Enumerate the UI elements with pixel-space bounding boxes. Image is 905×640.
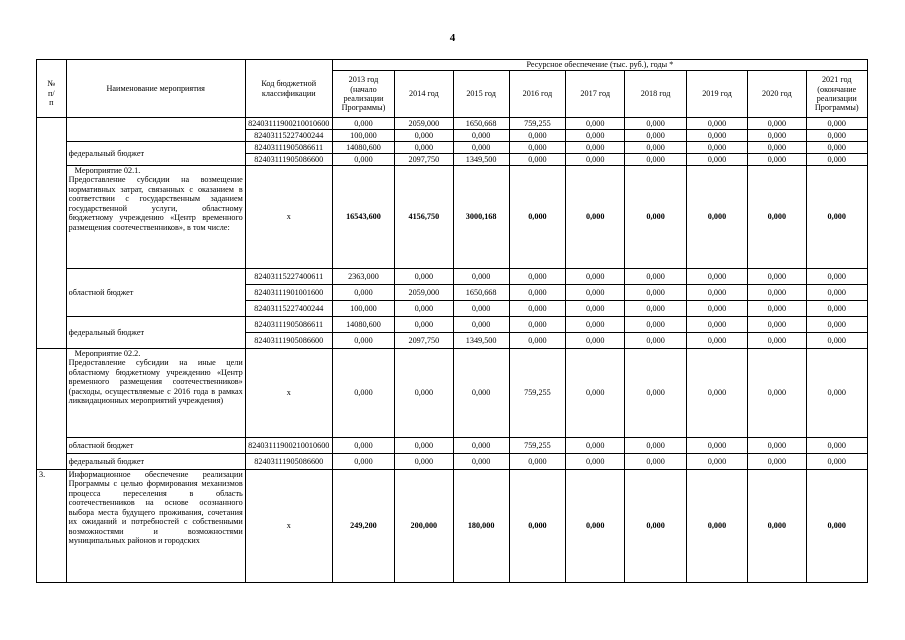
header-year: 2017 год xyxy=(566,71,625,118)
value-cell: 0,000 xyxy=(625,269,686,285)
value-cell: 0,000 xyxy=(566,470,625,583)
value-cell: 0,000 xyxy=(509,142,565,154)
budget-label-federal: федеральный бюджет xyxy=(66,454,245,470)
header-year: 2014 год xyxy=(395,71,453,118)
value-cell: 0,000 xyxy=(566,285,625,301)
budget-label-federal: федеральный бюджет xyxy=(66,317,245,349)
header-row xyxy=(37,60,868,71)
value-cell: 0,000 xyxy=(748,285,806,301)
value-cell: 0,000 xyxy=(748,166,806,269)
value-cell: 0,000 xyxy=(748,118,806,130)
value-cell: 0,000 xyxy=(748,349,806,438)
value-cell: 0,000 xyxy=(566,118,625,130)
value-cell: 180,000 xyxy=(453,470,509,583)
table-row xyxy=(37,142,868,154)
code-cell: 82403115227400611 xyxy=(245,269,332,285)
value-cell: 0,000 xyxy=(625,154,686,166)
value-cell: 0,000 xyxy=(686,454,747,470)
value-cell: 0,000 xyxy=(748,142,806,154)
measure-description xyxy=(66,349,245,438)
value-cell: 249,200 xyxy=(332,470,394,583)
value-cell: 0,000 xyxy=(625,470,686,583)
value-cell: 0,000 xyxy=(806,285,867,301)
value-cell: 0,000 xyxy=(509,285,565,301)
value-cell: 0,000 xyxy=(332,154,394,166)
value-cell: 0,000 xyxy=(686,269,747,285)
value-cell: 0,000 xyxy=(806,118,867,130)
value-cell: 759,255 xyxy=(509,118,565,130)
value-cell: 0,000 xyxy=(806,454,867,470)
budget-label-federal: федеральный бюджет xyxy=(66,142,245,166)
value-cell: 0,000 xyxy=(625,130,686,142)
value-cell: 0,000 xyxy=(686,130,747,142)
value-cell: 0,000 xyxy=(686,285,747,301)
header-year: 2020 год xyxy=(748,71,806,118)
value-cell: 1349,500 xyxy=(453,154,509,166)
value-cell: 0,000 xyxy=(748,454,806,470)
header-year: 2013 год (начало реализации Программы) xyxy=(332,71,394,118)
budget-label-regional: областной бюджет xyxy=(66,438,245,454)
value-cell: 0,000 xyxy=(509,301,565,317)
value-cell: 0,000 xyxy=(806,301,867,317)
value-cell: 0,000 xyxy=(748,130,806,142)
measure-text: Предоставление субсидии на возмещение нормативных затрат, связанных с оказанием в соответствии с государственным заданием государственной услуги, областному бюджетному учреждению «Центр временного размещения соотечественников», в том числе: xyxy=(68,175,243,232)
value-cell: 0,000 xyxy=(806,317,867,333)
code-cell: 82403115227400244 xyxy=(245,130,332,142)
value-cell: 0,000 xyxy=(625,454,686,470)
value-cell: 0,000 xyxy=(509,130,565,142)
value-cell: 0,000 xyxy=(453,130,509,142)
value-cell: 0,000 xyxy=(625,142,686,154)
table-row xyxy=(37,269,868,285)
value-cell: 0,000 xyxy=(806,349,867,438)
header-code: Код бюджетной классификации xyxy=(245,60,332,118)
value-cell: 0,000 xyxy=(806,142,867,154)
page-number: 4 xyxy=(449,32,456,44)
value-cell: 0,000 xyxy=(625,118,686,130)
value-cell: 0,000 xyxy=(509,333,565,349)
value-cell: 0,000 xyxy=(748,470,806,583)
header-year: 2015 год xyxy=(453,71,509,118)
value-cell: 0,000 xyxy=(395,142,453,154)
value-cell: 0,000 xyxy=(566,130,625,142)
value-cell: 0,000 xyxy=(509,269,565,285)
value-cell: 759,255 xyxy=(509,349,565,438)
measure-row xyxy=(37,166,868,269)
value-cell: 0,000 xyxy=(395,317,453,333)
value-cell: 0,000 xyxy=(332,118,394,130)
value-cell: 2097,750 xyxy=(395,333,453,349)
value-cell: 0,000 xyxy=(748,333,806,349)
value-cell: 0,000 xyxy=(566,269,625,285)
value-cell: 4156,750 xyxy=(395,166,453,269)
value-cell: 0,000 xyxy=(806,154,867,166)
value-cell: 0,000 xyxy=(566,301,625,317)
value-cell: 0,000 xyxy=(686,154,747,166)
code-cell: 82403111900210010600 xyxy=(245,438,332,454)
value-cell: 0,000 xyxy=(625,333,686,349)
header-year: 2018 год xyxy=(625,71,686,118)
value-cell: 1650,668 xyxy=(453,285,509,301)
value-cell: 0,000 xyxy=(806,130,867,142)
table-body xyxy=(37,60,868,583)
value-cell: 0,000 xyxy=(453,269,509,285)
value-cell: 14080,600 xyxy=(332,317,394,333)
name-cell xyxy=(66,118,245,142)
value-cell: 0,000 xyxy=(509,470,565,583)
value-cell: 0,000 xyxy=(748,269,806,285)
item-row xyxy=(37,470,868,583)
value-cell: 0,000 xyxy=(395,301,453,317)
value-cell: 759,255 xyxy=(509,438,565,454)
table-row xyxy=(37,454,868,470)
header-resources: Ресурсное обеспечение (тыс. руб.), годы * xyxy=(332,60,867,71)
value-cell: 2097,750 xyxy=(395,154,453,166)
item-description: Информационное обеспечение реализации Программы с целью формирования механизмов процесса переселения в область соотечественников на основе осознанного выбора места будущего проживания, сочетания их ожиданий и потребностей с собственными возможностями и возможностями муниципальных районов и городских xyxy=(66,470,245,583)
code-cell: 82403115227400244 xyxy=(245,301,332,317)
number-cell xyxy=(37,349,67,470)
value-cell: 0,000 xyxy=(566,333,625,349)
header-year: 2016 год xyxy=(509,71,565,118)
code-cell: х xyxy=(245,349,332,438)
value-cell: 0,000 xyxy=(453,142,509,154)
measure-title: Мероприятие 02.2. xyxy=(74,349,141,358)
code-cell: 82403111905086611 xyxy=(245,317,332,333)
value-cell: 0,000 xyxy=(748,301,806,317)
measure-text: Предоставление субсидии на иные цели областному бюджетному учреждению «Центр временного размещения соотечественников» (расходы, осуществляемые с 2016 года в рамках ликвидационных мероприятий учреждения) xyxy=(68,358,243,406)
value-cell: 0,000 xyxy=(625,349,686,438)
value-cell: 0,000 xyxy=(625,438,686,454)
value-cell: 0,000 xyxy=(566,154,625,166)
table-row xyxy=(37,118,868,130)
value-cell: 0,000 xyxy=(566,166,625,269)
value-cell: 0,000 xyxy=(686,166,747,269)
value-cell: 0,000 xyxy=(453,301,509,317)
value-cell: 0,000 xyxy=(625,166,686,269)
value-cell: 0,000 xyxy=(686,118,747,130)
header-number: № п/ п xyxy=(37,60,67,118)
value-cell: 16543,600 xyxy=(332,166,394,269)
code-cell: 82403111905086600 xyxy=(245,333,332,349)
value-cell: 0,000 xyxy=(748,438,806,454)
value-cell: 0,000 xyxy=(509,317,565,333)
code-cell: х xyxy=(245,166,332,269)
value-cell: 0,000 xyxy=(395,438,453,454)
value-cell: 2059,000 xyxy=(395,118,453,130)
measure-row xyxy=(37,349,868,438)
value-cell: 0,000 xyxy=(625,285,686,301)
value-cell: 0,000 xyxy=(395,454,453,470)
value-cell: 0,000 xyxy=(566,438,625,454)
value-cell: 0,000 xyxy=(395,130,453,142)
value-cell: 2363,000 xyxy=(332,269,394,285)
value-cell: 0,000 xyxy=(806,166,867,269)
value-cell: 0,000 xyxy=(806,438,867,454)
code-cell: х xyxy=(245,470,332,583)
number-cell xyxy=(37,118,67,349)
value-cell: 0,000 xyxy=(686,438,747,454)
value-cell: 100,000 xyxy=(332,130,394,142)
value-cell: 3000,168 xyxy=(453,166,509,269)
value-cell: 0,000 xyxy=(686,470,747,583)
value-cell: 14080,600 xyxy=(332,142,394,154)
code-cell: 82403111900210010600 xyxy=(245,118,332,130)
value-cell: 0,000 xyxy=(566,454,625,470)
code-cell: 82403111905086600 xyxy=(245,154,332,166)
value-cell: 0,000 xyxy=(686,349,747,438)
value-cell: 0,000 xyxy=(395,349,453,438)
value-cell: 0,000 xyxy=(566,349,625,438)
header-year: 2021 год (окончание реализации Программы) xyxy=(806,71,867,118)
resource-table xyxy=(36,59,868,583)
header-year: 2019 год xyxy=(686,71,747,118)
value-cell: 0,000 xyxy=(453,317,509,333)
value-cell: 0,000 xyxy=(332,285,394,301)
value-cell: 0,000 xyxy=(686,333,747,349)
table-row xyxy=(37,317,868,333)
value-cell: 0,000 xyxy=(332,438,394,454)
value-cell: 2059,000 xyxy=(395,285,453,301)
value-cell: 0,000 xyxy=(509,454,565,470)
value-cell: 0,000 xyxy=(453,454,509,470)
value-cell: 200,000 xyxy=(395,470,453,583)
value-cell: 0,000 xyxy=(453,438,509,454)
value-cell: 0,000 xyxy=(566,142,625,154)
value-cell: 0,000 xyxy=(509,154,565,166)
value-cell: 1650,668 xyxy=(453,118,509,130)
code-cell: 82403111905086600 xyxy=(245,454,332,470)
value-cell: 1349,500 xyxy=(453,333,509,349)
value-cell: 100,000 xyxy=(332,301,394,317)
value-cell: 0,000 xyxy=(332,349,394,438)
value-cell: 0,000 xyxy=(395,269,453,285)
table-row xyxy=(37,438,868,454)
value-cell: 0,000 xyxy=(806,333,867,349)
value-cell: 0,000 xyxy=(332,333,394,349)
value-cell: 0,000 xyxy=(806,470,867,583)
value-cell: 0,000 xyxy=(806,269,867,285)
measure-title: Мероприятие 02.1. xyxy=(74,166,141,175)
value-cell: 0,000 xyxy=(453,349,509,438)
value-cell: 0,000 xyxy=(566,317,625,333)
value-cell: 0,000 xyxy=(748,317,806,333)
value-cell: 0,000 xyxy=(625,317,686,333)
value-cell: 0,000 xyxy=(332,454,394,470)
code-cell: 82403111901001600 xyxy=(245,285,332,301)
value-cell: 0,000 xyxy=(509,166,565,269)
value-cell: 0,000 xyxy=(686,317,747,333)
number-cell: 3. xyxy=(37,470,67,583)
value-cell: 0,000 xyxy=(686,142,747,154)
measure-description xyxy=(66,166,245,269)
value-cell: 0,000 xyxy=(748,154,806,166)
value-cell: 0,000 xyxy=(625,301,686,317)
code-cell: 82403111905086611 xyxy=(245,142,332,154)
header-name: Наименование мероприятия xyxy=(66,60,245,118)
budget-label-regional: областной бюджет xyxy=(66,269,245,317)
value-cell: 0,000 xyxy=(686,301,747,317)
